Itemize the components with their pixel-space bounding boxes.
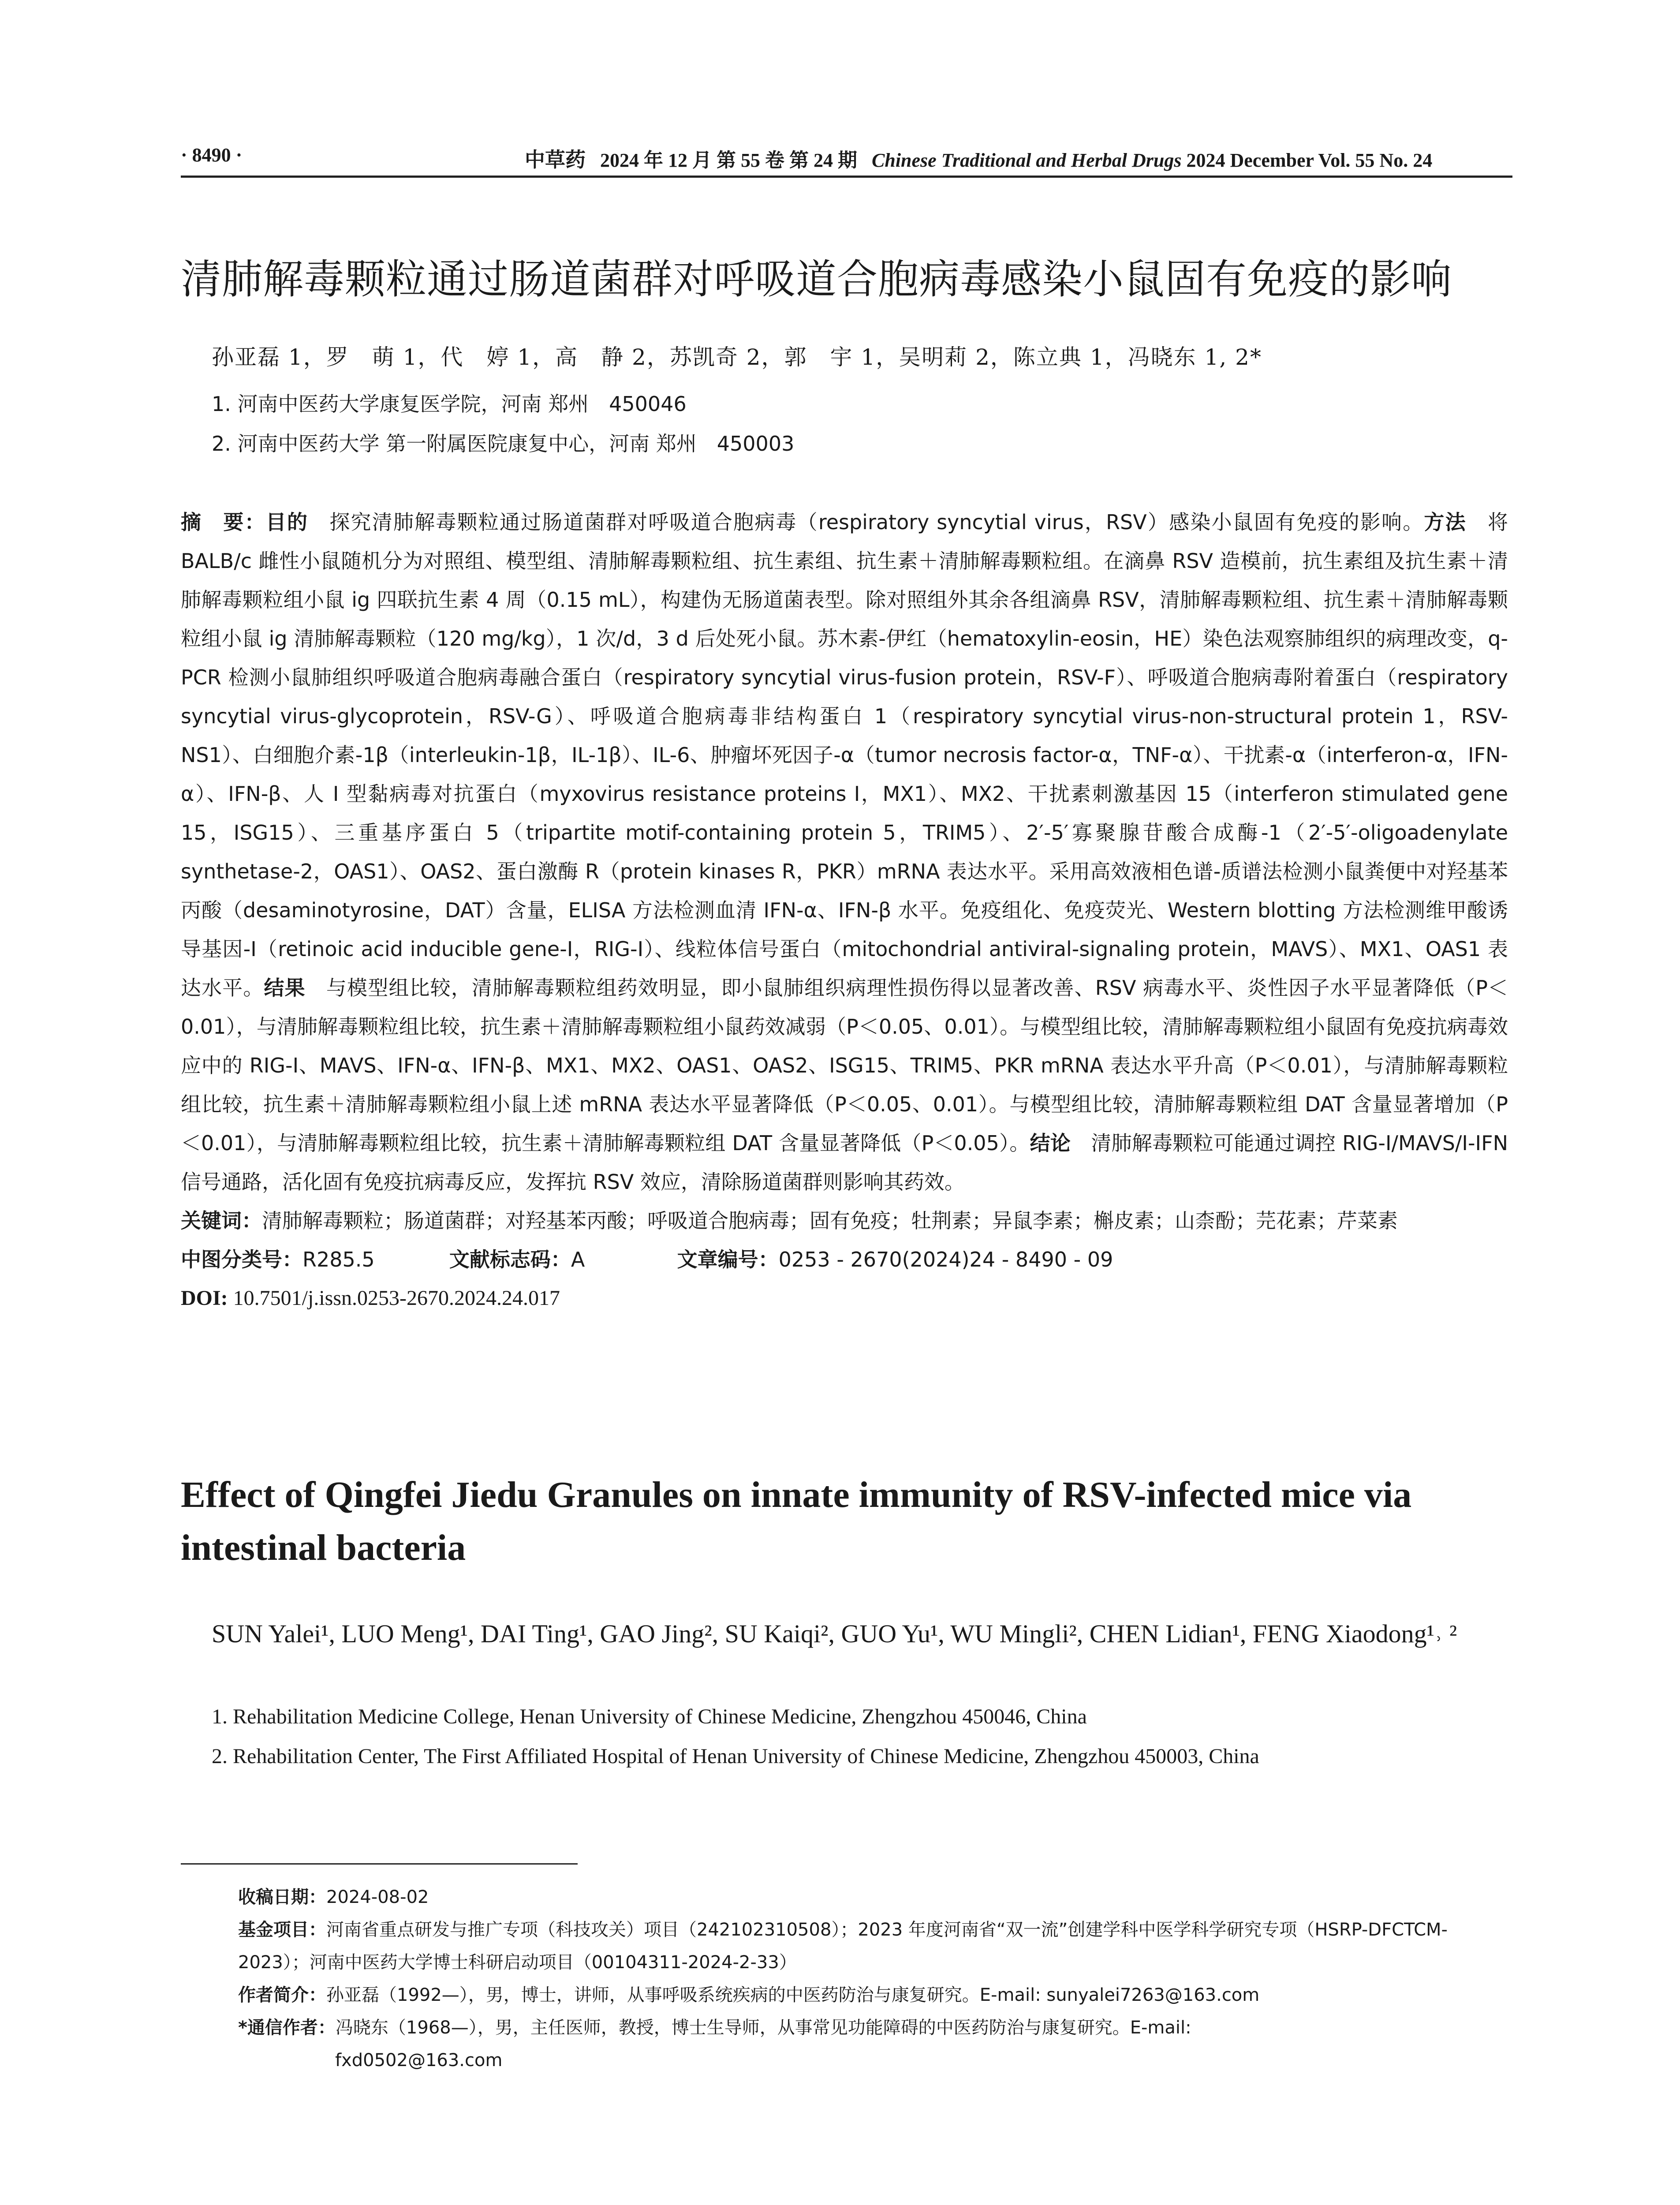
affiliation-cn-2: 2. 河南中医药大学 第一附属医院康复中心，河南 郑州 450003 <box>212 432 795 456</box>
results-text: 与模型组比较，清肺解毒颗粒组药效明显，即小鼠肺组织病理性损伤得以显著改善、RSV 病毒水平、炎性因子水平显著降低（P＜0.01），与清肺解毒颗粒组比较，抗生素＋清肺解毒颗粒组小鼠药效减弱（P＜0.05、0.01）。与模型组比较，清肺解毒颗粒组小鼠固有免疫抗病毒效应中的 RIG-I、MAVS、IFN-α、IFN-β、MX1、MX2、OAS1、OAS2、ISG15、TRIM5、PKR mRNA 表达水平升高（P＜0.01），与清肺解毒颗粒组比较，抗生素＋清肺解毒颗粒组小鼠上述 mRNA 表达水平显著降低（P＜0.05、0.01）。与模型组比较，清肺解毒颗粒组 DAT 含量显著增加（P＜0.01），与清肺解毒颗粒组比较，抗生素＋清肺解毒颗粒组 DAT 含量显著降低（P＜0.05）。 <box>181 976 1508 1155</box>
doi-label: DOI: <box>181 1286 228 1310</box>
corresponding-value: 冯晓东（1968—），男，主任医师，教授，博士生导师，从事常见功能障碍的中医药防治与康复研究。E-mail: <box>335 2018 1191 2038</box>
corresponding-email[interactable]: fxd0502@163.com <box>335 2050 503 2070</box>
issue-cn: 2024 年 12 月 第 55 卷 第 24 期 <box>600 149 857 171</box>
methods-label: 方法 <box>1424 510 1467 534</box>
abstract-cn <box>181 503 1508 1318</box>
received-date <box>238 1881 1508 1913</box>
doc-code-label: 文献标志码： <box>449 1248 571 1271</box>
article-no-value: 0253 - 2670(2024)24 - 8490 - 09 <box>778 1248 1113 1271</box>
affiliation-cn-1: 1. 河南中医药大学康复医学院，河南 郑州 450046 <box>212 392 687 416</box>
authors-cn: 孙亚磊 1，罗 萌 1，代 婷 1，高 静 2，苏凯奇 2，郭 宇 1，吴明莉 2，陈立典 1，冯晓东 1, 2* <box>212 344 1262 370</box>
affiliation-en-2: 2. Rehabilitation Center, The First Affiliated Hospital of Henan University of Chinese Medicine, Zhengzhou 450003, China <box>212 1745 1259 1768</box>
conclusion-label: 结论 <box>1030 1131 1071 1155</box>
keywords-label: 关键词： <box>181 1209 262 1233</box>
doc-code-value: A <box>571 1248 585 1271</box>
keywords-text: 清肺解毒颗粒；肠道菌群；对羟基苯丙酸；呼吸道合胞病毒；固有免疫；牡荆素；异鼠李素；槲皮素；山柰酚；芫花素；芹菜素 <box>262 1209 1398 1233</box>
fund-label: 基金项目： <box>238 1920 326 1940</box>
doi-line <box>181 1279 1508 1318</box>
authors-en: SUN Yalei¹, LUO Meng¹, DAI Ting¹, GAO Jing², SU Kaiqi², GUO Yu¹, WU Mingli², CHEN Lidian¹, FENG Xiaodong¹˒ ² <box>212 1619 1457 1648</box>
footnote-divider <box>181 1863 578 1865</box>
conclusion-text: 清肺解毒颗粒可能通过调控 RIG-I/MAVS/I-IFN 信号通路，活化固有免疫抗病毒反应，发挥抗 RSV 效应，清除肠道菌群则影响其药效。 <box>181 1131 1508 1194</box>
fund-value: 河南省重点研发与推广专项（科技攻关）项目（242102310508）；2023 年度河南省“双一流”创建学科中医学科学研究专项（HSRP-DFCTCM-2023）；河南中医药大学博士科研启动项目（00104311-2024-2-33） <box>238 1920 1448 1973</box>
journal-header <box>525 144 1432 173</box>
classification-line <box>181 1240 1508 1279</box>
corresponding-author <box>238 2011 1508 2077</box>
title-cn: 清肺解毒颗粒通过肠道菌群对呼吸道合胞病毒感染小鼠固有免疫的影响 <box>181 256 1452 303</box>
keywords <box>181 1201 1508 1240</box>
title-en: Effect of Qingfei Jiedu Granules on innate immunity of RSV-infected mice via intestinal bacteria <box>181 1474 1412 1568</box>
author-bio-label: 作者简介： <box>238 1985 326 2005</box>
results-label: 结果 <box>264 976 306 1000</box>
clc-label: 中图分类号： <box>181 1248 302 1271</box>
received-value: 2024-08-02 <box>326 1887 429 1907</box>
objective-label: 目的 <box>265 510 309 534</box>
page-number: · 8490 · <box>181 144 243 166</box>
issue-en: 2024 December Vol. 55 No. 24 <box>1186 149 1433 171</box>
objective-text: 探究清肺解毒颗粒通过肠道菌群对呼吸道合胞病毒（respiratory syncytial virus，RSV）感染小鼠固有免疫的影响。 <box>308 510 1424 534</box>
methods-text: 将 BALB/c 雌性小鼠随机分为对照组、模型组、清肺解毒颗粒组、抗生素组、抗生素＋清肺解毒颗粒组。在滴鼻 RSV 造模前，抗生素组及抗生素＋清肺解毒颗粒组小鼠 ig 四联抗生素 4 周（0.15 mL），构建伪无肠道菌表型。除对照组外其余各组滴鼻 RSV，清肺解毒颗粒组、抗生素＋清肺解毒颗粒组小鼠 ig 清肺解毒颗粒（120 mg/kg），1 次/d，3 d 后处死小鼠。苏木素-伊红（hematoxylin-eosin，HE）染色法观察肺组织的病理改变，q-PCR 检测小鼠肺组织呼吸道合胞病毒融合蛋白（respiratory syncytial virus-fusion protein，RSV-F）、呼吸道合胞病毒附着蛋白（respiratory syncytial virus-glycoprotein，RSV-G）、呼吸道合胞病毒非结构蛋白 1（respiratory syncytial virus-non-structural protein 1，RSV-NS1）、白细胞介素-1β（interleukin-1β，IL-1β）、IL-6、肿瘤坏死因子-α（tumor necrosis factor-α，TNF-α）、干扰素-α（interferon-α，IFN-α）、IFN-β、人 I 型黏病毒对抗蛋白（myxovirus resistance proteins I，MX1）、MX2、干扰素刺激基因 15（interferon stimulated gene 15，ISG15）、三重基序蛋白 5（tripartite motif-containing protein 5，TRIM5）、2′-5′寡聚腺苷酸合成酶-1（2′-5′-oligoadenylate synthetase-2，OAS1）、OAS2、蛋白激酶 R（protein kinases R，PKR）mRNA 表达水平。采用高效液相色谱-质谱法检测小鼠粪便中对羟基苯丙酸（desaminotyrosine，DAT）含量，ELISA 方法检测血清 IFN-α、IFN-β 水平。免疫组化、免疫荧光、Western blotting 方法检测维甲酸诱导基因-I（retinoic acid inducible gene-I，RIG-I）、线粒体信号蛋白（mitochondrial antiviral-signaling protein，MAVS）、MX1、OAS1 表达水平。 <box>181 510 1508 1000</box>
doi-value[interactable]: 10.7501/j.issn.0253-2670.2024.24.017 <box>233 1286 560 1310</box>
author-bio <box>238 1979 1508 2011</box>
abstract-label: 摘 要： <box>181 510 266 534</box>
received-label: 收稿日期： <box>238 1887 326 1907</box>
affiliation-en-1: 1. Rehabilitation Medicine College, Henan University of Chinese Medicine, Zhengzhou 450046, China <box>212 1705 1087 1728</box>
running-header <box>181 140 1512 178</box>
fund-info <box>238 1913 1508 1979</box>
corresponding-label: *通信作者： <box>238 2018 336 2038</box>
clc-value: R285.5 <box>302 1248 375 1271</box>
author-bio-value: 孙亚磊（1992—），男，博士，讲师，从事呼吸系统疾病的中医药防治与康复研究。E-mail: sunyalei7263@163.com <box>326 1985 1260 2005</box>
journal-name-en: Chinese Traditional and Herbal Drugs <box>872 149 1182 171</box>
journal-name-cn: 中草药 <box>525 148 586 172</box>
article-no-label: 文章编号： <box>677 1248 779 1271</box>
footnotes <box>238 1881 1508 2077</box>
